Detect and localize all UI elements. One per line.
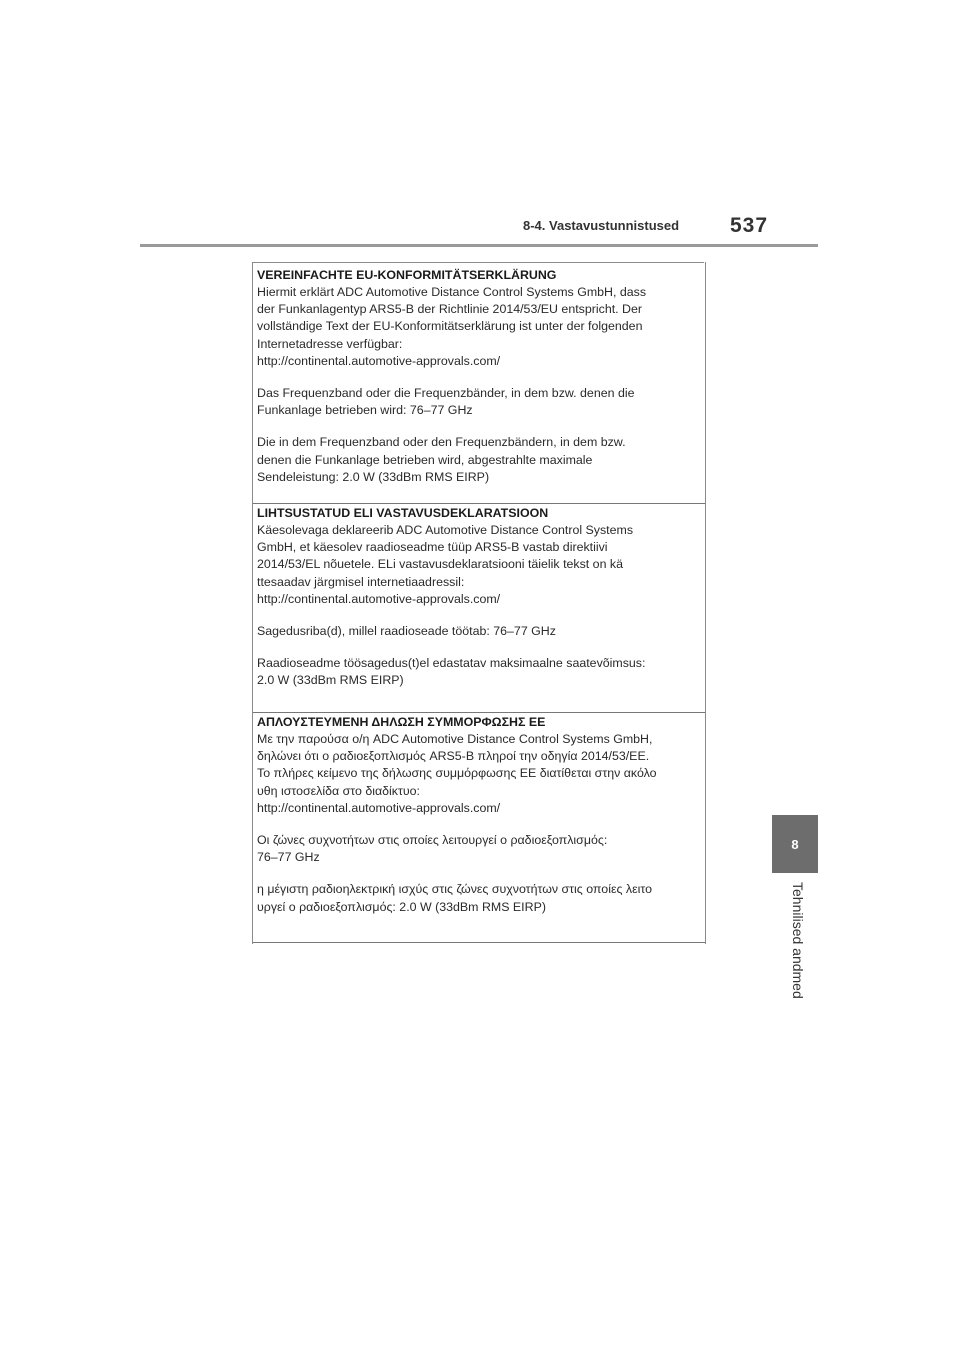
header-divider (140, 244, 818, 247)
declaration-title: ΑΠΛΟΥΣΤΕΥΜΕΝΗ ΔΗΛΩΣΗ ΣΥΜΜΟΡΦΩΣΗΣ ΕΕ (257, 715, 546, 729)
declaration-paragraph: Das Frequenzband oder die Frequenzbänder, in dem bzw. denen die Funkanlage betrieben wird: 76–77 GHz (257, 386, 635, 418)
declaration-paragraph: Οι ζώνες συχνοτήτων στις οποίες λειτουργεί ο ραδιοεξοπλισμός: 76–77 GHz (257, 833, 608, 865)
declaration-block-et (253, 505, 705, 705)
declaration-block-de (253, 267, 705, 501)
declaration-paragraph: Με την παρούσα ο/η ADC Automotive Distance Control Systems GmbH, δηλώνει ότι ο ραδιοεξοπλισμός ARS5-B πληροί την οδηγία 2014/53/ΕΕ. Το πλήρες κείμενο της δήλωσης συμμόρφωσης ΕΕ διατίθεται στην ακόλο υθη ιστοσελίδα στο διαδίκτυο: http://continental.automotive-approvals.com/ (257, 732, 657, 815)
section-title: 8-4. Vastavustunnistused (523, 218, 680, 233)
declaration-paragraph: Sagedusriba(d), millel raadioseade töötab: 76–77 GHz (257, 624, 556, 639)
page-number: 537 (730, 214, 769, 237)
scan-top-border (252, 262, 704, 263)
chapter-label: Tehnilised andmed (790, 882, 806, 999)
declaration-paragraph: Die in dem Frequenzband oder den Frequenzbändern, in dem bzw. denen die Funkanlage betrieben wird, abgestrahlte maximale Sendeleistung: 2.0 W (33dBm RMS EIRP) (257, 435, 626, 484)
chapter-number: 8 (791, 836, 799, 852)
declaration-title: LIHTSUSTATUD ELI VASTAVUSDEKLARATSIOON (257, 506, 549, 520)
block-divider (253, 942, 705, 943)
declaration-block-el (253, 714, 705, 931)
declaration-paragraph: Raadioseadme töösagedus(t)el edastatav maksimaalne saatevõimsus: 2.0 W (33dBm RMS EIRP) (257, 656, 646, 688)
block-divider (253, 712, 705, 713)
declaration-paragraph: η μέγιστη ραδιοηλεκτρική ισχύς στις ζώνες συχνοτήτων στις οποίες λειτο υργεί ο ραδιοεξοπλισμός: 2.0 W (33dBm RMS EIRP) (257, 882, 652, 914)
declaration-paragraph: Käesolevaga deklareerib ADC Automotive Distance Control Systems GmbH, et käesolev raadioseadme tüüp ARS5-B vastab direktiivi 2014/53/EL nõuetele. ELi vastavusdeklaratsiooni täielik tekst on kä ttesaadav järgmisel internetiaadressil: http://continental.automotive-approvals.com/ (257, 523, 634, 606)
declaration-paragraph: Hiermit erklärt ADC Automotive Distance Control Systems GmbH, dass der Funkanlagentyp ARS5-B der Richtlinie 2014/53/EU entspricht. Der vollständige Text der EU-Konformitätserklärung ist unter der folgenden Internetadresse verfügbar: http://continental.automotive-approvals.com/ (257, 285, 647, 368)
declaration-title: VEREINFACHTE EU-KONFORMITÄTSERKLÄRUNG (257, 268, 557, 282)
block-divider (253, 503, 705, 504)
chapter-tab[interactable] (772, 815, 818, 873)
declaration-scan (252, 262, 706, 944)
